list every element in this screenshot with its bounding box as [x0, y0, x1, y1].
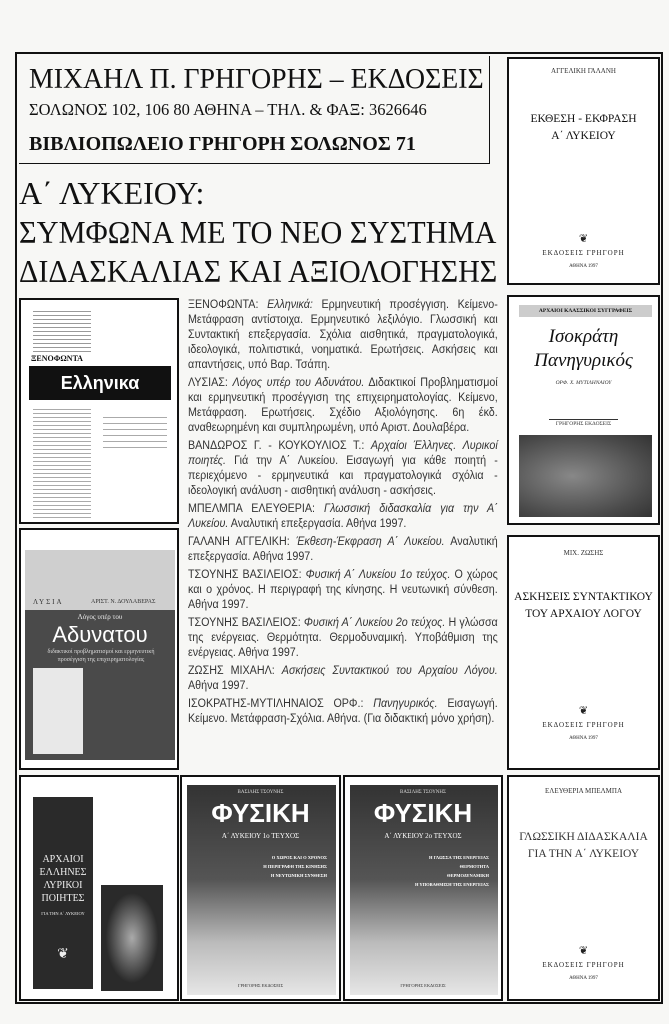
cover-spine — [33, 797, 93, 989]
cover-fysiki-1 — [180, 775, 341, 1001]
title-line: ΛΥΡΙΚΟΙ — [43, 880, 83, 891]
topic-line: Η ΥΠΟΒΑΘΜΙΣΗ ΤΗΣ ΕΝΕΡΓΕΙΑΣ — [414, 882, 489, 887]
headline-line-1: Α΄ ΛΥΚΕΙΟΥ: — [19, 175, 205, 211]
book-text: Διδακτικοί Προβληματισμοί και ερμηνευτική προσέγγιση της επιχειρηματολογίας. Κείμενο, Μετάφραση. Ερωτήσεις. Σχέδιο Αξιολόγησης. 6η έκδ. αναθεωρημένη και συμπληρωμένη, υπό Αριστ. Δουλαβέρα. — [188, 375, 498, 434]
book-title: Φυσική Α΄ Λυκείου 1ο τεύχος. — [305, 567, 451, 581]
cover-lysias — [19, 528, 179, 770]
title-line: ΠΟΙΗΤΕΣ — [41, 893, 85, 904]
cover-syntaktiko — [507, 535, 660, 770]
publisher-logo-icon: ❦ — [578, 945, 589, 957]
book-author: ΛΥΣΙΑΣ: — [188, 375, 228, 389]
cover-editor: ΟΡΦ. Χ. ΜΥΤΙΛΗΝΑΙΟΥ — [555, 380, 612, 386]
cover-editor: ΑΡΙΣΤ. Ν. ΔΟΥΛΑΒΕΡΑΣ — [91, 599, 156, 605]
book-text: Η γλώσσα της ενέργειας. Θερμότητα. Θερμοδυναμική. Υποβάθμιση της ενέργειας. Αθήνα 1997. — [188, 615, 498, 659]
book-text: Αναλυτική επεξεργασία. Αθήνα 1997. — [188, 534, 498, 563]
book-title: Έκθεση-Έκφραση Α΄ Λυκείου. — [295, 534, 445, 548]
book-author: ΓΑΛΑΝΗ ΑΓΓΕΛΙΚΗ: — [188, 534, 290, 548]
cover-series: ΑΡΧΑΙΟΙ ΚΛΑΣΣΙΚΟΙ ΣΥΓΓΡΑΦΕΙΣ — [519, 305, 652, 317]
book-title: Γλωσσική διδασκαλία για την Α΄ Λυκείου. — [188, 501, 498, 530]
publisher-logo-icon: ❦ — [578, 705, 589, 717]
book-author: ΙΣΟΚΡΑΤΗΣ-ΜΥΤΙΛΗΝΑΙΟΣ ΟΡΦ.: — [188, 696, 364, 710]
book-author: ΖΩΣΗΣ ΜΙΧΑΗΛ: — [188, 663, 275, 677]
cover-glossiki — [507, 775, 660, 1001]
cover-author: ΑΓΓΕΛΙΚΗ ΓΑΛΑΝΗ — [551, 67, 616, 75]
cover-title: Ισοκράτη — [548, 326, 619, 347]
cover-author: ΒΑΣΙΛΗΣ ΤΣΟΥΝΗΣ — [237, 790, 284, 795]
cover-publisher: ΕΚΔΟΣΕΙΣ ΓΡΗΓΟΡΗ — [542, 961, 625, 969]
book-text: Ερμηνευτική προσέγγιση. Κείμενο-Μετάφραση αντίστοιχα. Ερμηνευτικό λεξιλόγιο. Γλωσσική και Συντακτική επεξεργασία. Σχόλια αισθητικά, πραγματολογικά, ιδεολογικά, πολιτιστικά, νοηματικά. Ερωτήσεις. Ασκήσεις και απαντήσεις, υπό Βαρ. Τσάπη. — [188, 297, 498, 371]
book-text: Γιά την Α΄ Λυκείου. Εισαγωγή για κάθε ποιητή - περιεχόμενο - ερμηνευτικά και πραγματολογικά σχόλια - ιδεολογική ανάλυση - αισθητική ανάλυση - ασκήσεις. — [188, 453, 498, 497]
book-author: ΤΣΟΥΝΗΣ ΒΑΣΙΛΕΙΟΣ: — [188, 615, 301, 629]
cover-title: Ελληνικα — [29, 366, 171, 400]
book-entry — [188, 297, 498, 372]
book-entry — [188, 501, 498, 531]
cover-title — [33, 853, 93, 905]
topic-line: Η ΠΕΡΙΓΡΑΦΗ ΤΗΣ ΚΙΝΗΣΗΣ — [263, 864, 327, 869]
cover-year: ΑΘΗΝΑ 1997 — [569, 264, 598, 269]
cover-subtitle-lines — [103, 412, 167, 452]
cover-pretitle: Λόγος υπέρ του — [77, 613, 123, 621]
text-page — [33, 668, 83, 754]
cover-publisher: ΓΡΗΓΟΡΗΣ ΕΚΔΟΣΕΙΣ — [549, 419, 618, 429]
headline-line-3: ΔΙΔΑΣΚΑΛΙΑΣ ΚΑΙ ΑΞΙΟΛΟΓΗΣΗΣ — [19, 253, 498, 289]
book-title: Φυσική Α΄ Λυκείου 2ο τεύχος. — [303, 615, 446, 629]
cover-publisher: ΕΚΔΟΣΕΙΣ ΓΡΗΓΟΡΗ — [542, 721, 625, 729]
cover-publisher: ΓΡΗΓΟΡΗΣ ΕΚΔΟΣΕΙΣ — [237, 983, 284, 988]
cover-subtitle: Α΄ ΛΥΚΕΙΟΥ — [551, 130, 616, 142]
cover-title: Αδυνατου — [52, 622, 148, 647]
publisher-logo-icon: ❦ — [578, 233, 589, 245]
book-entry — [188, 438, 498, 498]
book-entry — [188, 375, 498, 435]
cover-fysiki-2 — [343, 775, 503, 1001]
book-entry — [188, 615, 498, 660]
cover-year: ΑΘΗΝΑ 1997 — [569, 736, 598, 741]
title-line: ΕΛΛΗΝΕΣ — [39, 867, 87, 878]
cover-author: ΛΥΣΙΑ — [33, 598, 64, 606]
cover-subtitle: ΓΙΑ ΤΗΝ Α΄ ΛΥΚΕΙΟΥ — [527, 848, 640, 860]
cover-title: ΕΚΘΕΣΗ - ΕΚΦΡΑΣΗ — [530, 113, 637, 125]
cover-lyrikoi — [19, 775, 179, 1001]
book-author: ΞΕΝΟΦΩΝΤΑ: — [188, 297, 259, 311]
book-descriptions — [188, 297, 498, 729]
cover-title: ΦΥΣΙΚΗ — [211, 798, 310, 828]
cover-author: ΜΙΧ. ΖΩΣΗΣ — [563, 549, 604, 557]
book-entry — [188, 567, 498, 612]
cover-subtitle: Α΄ ΛΥΚΕΙΟΥ 1ο ΤΕΥΧΟΣ — [221, 832, 300, 840]
topic-line: Η ΓΛΩΣΣΑ ΤΗΣ ΕΝΕΡΓΕΙΑΣ — [428, 855, 489, 860]
book-text: Αθήνα 1997. — [188, 678, 249, 692]
cover-author: ΕΛΕΥΘΕΡΙΑ ΜΠΕΛΜΠΑ — [545, 787, 622, 795]
book-author: ΤΣΟΥΝΗΣ ΒΑΣΙΛΕΙΟΣ: — [188, 567, 302, 581]
bookstore-name: ΒΙΒΛΙΟΠΩΛΕΙΟ ΓΡΗΓΟΡΗ ΣΟΛΩΝΟΣ 71 — [29, 133, 416, 155]
cover-subtitle: ΓΙΑ ΤΗΝ Α΄ ΛΥΚΕΙΟΥ — [41, 911, 85, 916]
publisher-header — [19, 56, 490, 164]
cover-subtitle: Α΄ ΛΥΚΕΙΟΥ 2ο ΤΕΥΧΟΣ — [384, 832, 462, 840]
book-entry — [188, 534, 498, 564]
cover-topics — [415, 853, 489, 889]
book-title: Αρχαίοι Έλληνες. Λυρικοί ποιητές. — [188, 438, 498, 467]
cover-ellinika — [19, 298, 179, 524]
publisher-name: ΜΙΧΑΗΛ Π. ΓΡΗΓΟΡΗΣ – ΕΚΔΟΣΕΙΣ — [29, 63, 484, 95]
publisher-address: ΣΟΛΩΝΟΣ 102, 106 80 ΑΘΗΝΑ – ΤΗΛ. & ΦΑΞ: 3626646 — [29, 100, 427, 119]
relief-image — [519, 435, 652, 517]
cover-author: ΞΕΝΟΦΩΝΤΑ — [31, 354, 83, 363]
book-title: Πανηγυρικός. — [373, 696, 438, 710]
book-text: Εισαγωγή. Κείμενο. Μετάφραση-Σχόλια. Αθήνα. (Για διδακτική μόνο χρήση). — [188, 696, 498, 725]
book-entry — [188, 696, 498, 726]
topic-line: ΘΕΡΜΟΔΥΝΑΜΙΚΗ — [447, 873, 489, 878]
cover-publisher: ΕΚΔΟΣΕΙΣ ΓΡΗΓΟΡΗ — [542, 249, 625, 257]
book-author: ΜΠΕΛΜΠΑ ΕΛΕΥΘΕΡΙΑ: — [188, 501, 316, 515]
topic-line: ΘΕΡΜΟΤΗΤΑ — [459, 864, 489, 869]
book-text: Ο χώρος και ο χρόνος. Η περιγραφή της κίνησης. Η νευτωνική σύνθεση. Αθήνα 1997. — [188, 567, 498, 611]
book-title: Λόγος υπέρ του Αδυνάτου. — [232, 375, 365, 389]
cover-title-2: Πανηγυρικός — [534, 350, 633, 371]
publisher-logo-icon: ❦ — [57, 947, 69, 962]
book-text: Αναλυτική επεξεργασία. Αθήνα 1997. — [230, 516, 407, 530]
cover-title: ΓΛΩΣΣΙΚΗ ΔΙΔΑΣΚΑΛΙΑ — [519, 831, 648, 843]
cover-author: ΒΑΣΙΛΗΣ ΤΣΟΥΝΗΣ — [400, 790, 446, 795]
cover-year: ΑΘΗΝΑ 1997 — [569, 976, 598, 981]
text-block — [33, 308, 91, 352]
cover-title: ΑΣΚΗΣΕΙΣ ΣΥΝΤΑΚΤΙΚΟΥ — [514, 591, 653, 603]
book-title: Ελληνικά: — [267, 297, 313, 311]
text-block — [33, 406, 91, 518]
book-entry — [188, 663, 498, 693]
cover-subtitle: διδακτικοί προβληματισμοί και ερμηνευτική προσέγγιση της επιχειρηματολογίας — [47, 649, 155, 663]
cover-ekthesi — [507, 57, 660, 285]
headline-line-2: ΣΥΜΦΩΝΑ ΜΕ ΤΟ ΝΕΟ ΣΥΣΤΗΜΑ — [19, 214, 497, 250]
title-line: ΑΡΧΑΙΟΙ — [42, 854, 84, 865]
cover-topics — [263, 853, 327, 880]
book-author: ΒΑΝΔΩΡΟΣ Γ. - ΚΟΥΚΟΥΛΙΟΣ Τ.: — [188, 438, 365, 452]
topic-line: Ο ΧΩΡΟΣ ΚΑΙ Ο ΧΡΟΝΟΣ — [271, 855, 327, 860]
cover-subtitle: ΤΟΥ ΑΡΧΑΙΟΥ ΛΟΓΟΥ — [525, 608, 642, 620]
vase-painting-image — [101, 885, 163, 991]
cover-isokratis — [507, 295, 660, 525]
book-title: Ασκήσεις Συντακτικού του Αρχαίου Λόγου. — [281, 663, 498, 677]
topic-line: Η ΝΕΥΤΩΝΙΚΗ ΣΥΝΘΕΣΗ — [270, 873, 327, 878]
cover-publisher: ΓΡΗΓΟΡΗΣ ΕΚΔΟΣΕΙΣ — [400, 983, 446, 988]
cover-title: ΦΥΣΙΚΗ — [373, 798, 473, 828]
